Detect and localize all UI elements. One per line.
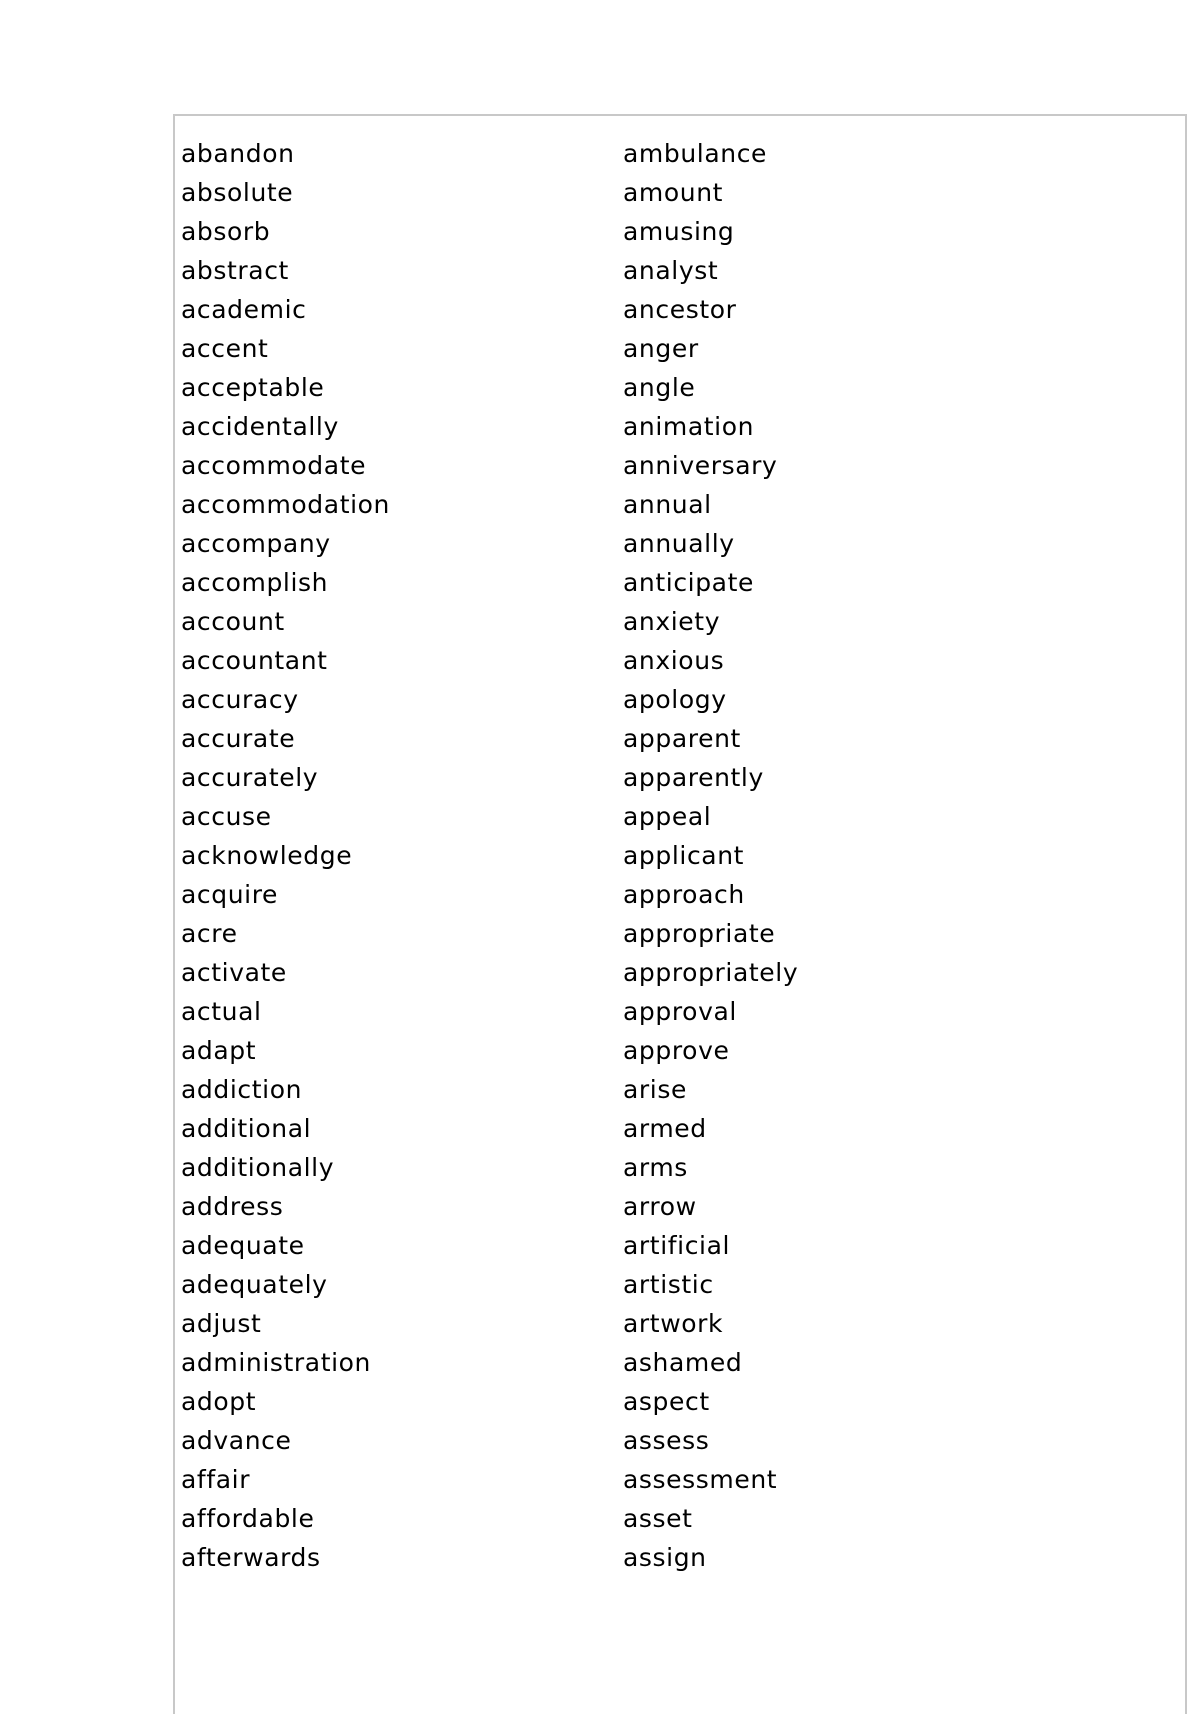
word-item: accurately xyxy=(181,763,319,792)
word-item: appropriately xyxy=(623,958,799,987)
word-item: abstract xyxy=(181,256,289,285)
word-item: affordable xyxy=(181,1504,315,1533)
word-item: anticipate xyxy=(623,568,754,597)
word-item: amount xyxy=(623,178,724,207)
word-item: accuracy xyxy=(181,685,299,714)
word-item: addiction xyxy=(181,1075,303,1104)
word-item: artificial xyxy=(623,1231,731,1260)
word-item: approval xyxy=(623,997,737,1026)
word-item: actual xyxy=(181,997,262,1026)
word-item: activate xyxy=(181,958,287,987)
word-item: accurate xyxy=(181,724,296,753)
word-item: absolute xyxy=(181,178,294,207)
word-item: afterwards xyxy=(181,1543,321,1572)
word-item: accuse xyxy=(181,802,272,831)
word-item: accommodate xyxy=(181,451,367,480)
word-item: adjust xyxy=(181,1309,262,1338)
word-item: amusing xyxy=(623,217,735,246)
word-column-right xyxy=(623,134,798,1577)
word-item: ashamed xyxy=(623,1348,743,1377)
word-item: armed xyxy=(623,1114,707,1143)
word-item: additionally xyxy=(181,1153,335,1182)
word-item: account xyxy=(181,607,285,636)
word-item: arms xyxy=(623,1153,688,1182)
word-item: assessment xyxy=(623,1465,778,1494)
word-item: apology xyxy=(623,685,727,714)
word-item: accomplish xyxy=(181,568,329,597)
word-item: appropriate xyxy=(623,919,776,948)
word-item: apparently xyxy=(623,763,764,792)
word-item: adequate xyxy=(181,1231,305,1260)
word-item: angle xyxy=(623,373,696,402)
word-item: annual xyxy=(623,490,712,519)
word-item: advance xyxy=(181,1426,292,1455)
word-item: apparent xyxy=(623,724,741,753)
word-item: accidentally xyxy=(181,412,339,441)
word-item: acceptable xyxy=(181,373,325,402)
word-item: ambulance xyxy=(623,139,768,168)
word-item: anniversary xyxy=(623,451,778,480)
word-column-left xyxy=(181,134,390,1577)
word-item: aspect xyxy=(623,1387,710,1416)
word-item: appeal xyxy=(623,802,712,831)
word-item: accompany xyxy=(181,529,331,558)
word-item: arise xyxy=(623,1075,687,1104)
word-item: artistic xyxy=(623,1270,714,1299)
word-item: assess xyxy=(623,1426,710,1455)
word-item: ancestor xyxy=(623,295,737,324)
word-item: anxious xyxy=(623,646,725,675)
word-item: acknowledge xyxy=(181,841,353,870)
word-item: adapt xyxy=(181,1036,257,1065)
word-item: adequately xyxy=(181,1270,328,1299)
word-item: acre xyxy=(181,919,238,948)
word-item: acquire xyxy=(181,880,279,909)
word-item: adopt xyxy=(181,1387,257,1416)
word-item: accent xyxy=(181,334,269,363)
word-item: accountant xyxy=(181,646,328,675)
word-item: analyst xyxy=(623,256,719,285)
word-item: administration xyxy=(181,1348,371,1377)
word-item: approve xyxy=(623,1036,730,1065)
word-item: applicant xyxy=(623,841,745,870)
word-item: anger xyxy=(623,334,699,363)
word-item: abandon xyxy=(181,139,295,168)
word-item: assign xyxy=(623,1543,707,1572)
word-item: additional xyxy=(181,1114,312,1143)
word-item: academic xyxy=(181,295,307,324)
word-item: annually xyxy=(623,529,735,558)
word-item: absorb xyxy=(181,217,271,246)
word-item: accommodation xyxy=(181,490,390,519)
word-item: asset xyxy=(623,1504,693,1533)
word-item: affair xyxy=(181,1465,251,1494)
word-item: animation xyxy=(623,412,755,441)
word-item: address xyxy=(181,1192,284,1221)
word-item: approach xyxy=(623,880,745,909)
word-item: artwork xyxy=(623,1309,724,1338)
word-item: anxiety xyxy=(623,607,721,636)
word-item: arrow xyxy=(623,1192,697,1221)
